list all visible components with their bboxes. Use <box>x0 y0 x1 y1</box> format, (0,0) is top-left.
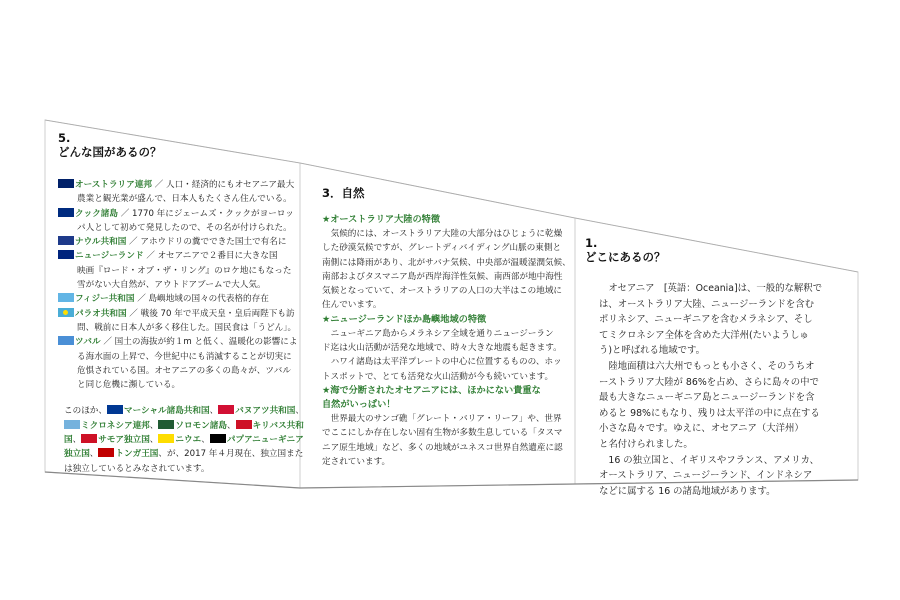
other-countries-text: 、が、2017 年４月現在、独立国また <box>158 449 304 460</box>
location-text-line: 小さな島々です。ゆえに、オセアニア（大洋州） <box>599 423 804 435</box>
column-countries <box>58 131 306 476</box>
column-nature <box>312 186 574 469</box>
other-countries-text: 、 <box>149 435 159 446</box>
country-entry <box>58 335 306 349</box>
country-name: トンガ王国 <box>115 449 159 460</box>
country-description: ／ オセアニアで２番目に大きな国 <box>143 251 278 262</box>
section-5-number: 5. <box>58 131 71 145</box>
country-name: 国 <box>64 435 73 446</box>
other-countries-text: 、 <box>226 420 236 431</box>
country-entry <box>58 249 306 263</box>
country-description: ／ 1770 年にジェームズ・クックがヨーロッ <box>117 208 294 219</box>
flag-icon <box>81 434 97 443</box>
country-description-cont: 雪がない大自然が、アウトドアブームで大人気。 <box>77 280 266 291</box>
country-name: ソロモン諸島 <box>175 420 227 431</box>
australia-feature-text <box>312 227 574 313</box>
country-description-cont: 映画『ロード・オブ・ザ・リング』のロケ地にもなった <box>77 265 292 276</box>
country-name: 独立国 <box>64 449 90 460</box>
flag-icon <box>236 420 252 429</box>
country-name: ナウル共和国 <box>75 237 127 248</box>
flag-icon <box>107 405 123 414</box>
country-name: クック諸島 <box>75 208 118 219</box>
other-countries-line <box>64 419 306 433</box>
location-text-line: ポリネシア、ニューギニアを含むメラネシア、そし <box>599 314 813 326</box>
flag-icon <box>64 420 80 429</box>
unique-nature-text <box>312 412 574 469</box>
country-entry <box>58 207 306 221</box>
text-line: 住んでいます。 <box>322 300 382 311</box>
country-name: キリバス共和 <box>252 420 304 431</box>
text-line: 自然がいっぱい！ <box>322 398 396 410</box>
text-line: ド迄は火山活動が活発な地域で、時々大きな地震も起きます。 <box>322 343 562 354</box>
country-description: ／ 人口・経済的にもオセアニア最大 <box>151 180 295 190</box>
location-text-line: は、オーストラリア大陸、ニュージーランドを含む <box>599 298 814 310</box>
other-countries-text: 、 <box>72 435 82 446</box>
section-1-number: 1. <box>585 236 598 250</box>
country-description-cont: パ人として初めて発見したので、その名が付けられた。 <box>77 222 292 233</box>
location-text-line: 16 の独立国と、イギリスやフランス、アメリカ、 <box>608 454 819 466</box>
location-text-line: と名付けられました。 <box>599 438 693 450</box>
other-countries-text: 、 <box>209 406 219 417</box>
flag-icon <box>58 236 74 245</box>
flag-icon <box>58 293 74 302</box>
location-text <box>585 281 855 499</box>
text-line: 気候的には、オーストラリア大陸の大部分はひじょうに乾燥 <box>330 229 563 239</box>
location-text-line: オーストラリア、ニュージーランド、インドネシア <box>599 470 813 482</box>
flag-icon <box>58 250 74 259</box>
country-name: ミクロネシア連邦 <box>81 420 150 431</box>
other-countries-text: 、 <box>201 435 210 446</box>
country-description: ／ 島嶼地域の国々の代表格的存在 <box>134 294 269 305</box>
country-description-cont: 問、戦前に日本人が多く移住した。国民食は「うどん」。 <box>77 322 297 333</box>
country-name: サモア独立国 <box>98 435 150 446</box>
other-countries-line <box>64 433 306 447</box>
text-line: ★海で分断されたオセアニアには、ほかにない貴重な <box>322 384 541 396</box>
islands-feature-title: ★ニュージーランドほか島嶼地域の特徴 <box>322 313 487 325</box>
country-description-cont: 危惧されている国。オセアニアの多くの島々が、ツバル <box>77 365 291 376</box>
flag-icon <box>58 179 74 188</box>
text-line: 南部およびタスマニア島が西岸海洋性気候、南西部が地中海性 <box>322 271 563 282</box>
flag-icon <box>58 308 74 317</box>
text-line: 気候となっていて、オーストラリアの人口の大半はこの地域に <box>322 286 563 297</box>
country-description: ／ 国土の海抜が約１m と低く、温暖化の影響によ <box>100 337 298 348</box>
other-countries <box>58 404 306 475</box>
country-description-cont: と同じ危機に瀕している。 <box>77 380 181 391</box>
country-name: パプアニューギニア <box>226 435 304 446</box>
other-countries-line <box>64 447 306 461</box>
country-description-cont: る海水面の上昇で、今世紀中にも消滅することが切実に <box>77 351 292 362</box>
location-text-line: 陸地面積は六大州でもっとも小さく、そのうちオ <box>608 360 815 372</box>
flag-icon <box>98 448 114 457</box>
text-line: ハワイ諸島は太平洋プレートの中心に位置するものの、ホッ <box>330 357 562 368</box>
other-countries-text: 、 <box>149 420 159 431</box>
country-description-cont: 農業と観光業が盛んで、日本人もたくさん住んでいる。 <box>77 194 292 205</box>
country-entry <box>58 235 306 249</box>
flag-icon <box>158 420 174 429</box>
country-entry <box>58 178 306 192</box>
section-3-heading: 3．自然 <box>322 186 365 200</box>
unique-nature-title <box>312 384 574 412</box>
column-location <box>585 236 855 499</box>
text-line: トスポットで、とても活発な火山活動が今も続いています。 <box>322 371 554 382</box>
text-line: ニューギニア島からメラネシア全域を通りニュージーラン <box>330 328 554 339</box>
text-line: 南側には降雨があり、北がサバナ気候、中央部が温暖湿潤気候、 <box>322 257 571 268</box>
country-description: ／ アホウドリの糞でできた国土で有名に <box>126 237 287 248</box>
flag-icon <box>210 434 226 443</box>
other-countries-text: 、 <box>295 406 304 417</box>
text-line: した砂漠気候ですが、グレートディバイディング山脈の東側と <box>322 243 562 254</box>
other-countries-line <box>64 404 306 418</box>
other-countries-text: このほか、 <box>64 406 107 417</box>
country-name: バヌアツ共和国 <box>235 406 296 417</box>
text-line: ニア原生地域」など、多くの地域がユネスコ世界自然遺産に認 <box>322 442 563 453</box>
section-1-heading: どこにあるの？ <box>585 250 666 264</box>
section-5-heading: どんな国があるの？ <box>58 145 162 159</box>
country-list <box>58 178 306 392</box>
country-entry <box>58 307 306 321</box>
country-name: フィジー共和国 <box>75 294 135 305</box>
country-description: ／ 戦後 70 年で平成天皇・皇后両陛下も訪 <box>126 308 295 319</box>
australia-feature-title: ★オーストラリア大陸の特徴 <box>322 214 441 225</box>
other-countries-text: 、 <box>89 449 99 460</box>
country-entry <box>58 292 306 306</box>
flag-icon <box>58 336 74 345</box>
flag-icon <box>58 208 74 217</box>
text-line: でここにしか存在しない固有生物が多数生息している「タスマ <box>322 428 563 439</box>
location-text-line: などに属する 16 の諸島地域があります。 <box>599 485 776 497</box>
country-name: オーストラリア連邦 <box>75 180 152 190</box>
flag-icon <box>218 405 234 414</box>
text-line: 世界最大のサンゴ礁「グレート・バリア・リーフ」や、世界 <box>330 413 562 424</box>
islands-feature-text <box>312 327 574 384</box>
country-name: マーシャル諸島共和国 <box>123 406 210 417</box>
location-text-line: ーストラリア大陸が 86%を占め、さらに島々の中で <box>599 376 819 388</box>
location-text-line: めると 98%にもなり、残りは太平洋の中に点在する <box>599 407 820 419</box>
other-countries-line <box>64 462 306 476</box>
location-text-line: てミクロネシア全体を含めた大洋州(たいようしゅ <box>599 329 809 341</box>
flag-icon <box>158 434 174 443</box>
location-text-line: オセアニア [英語：Oceania]は、一般的な解釈で <box>608 283 823 294</box>
location-text-line: 最も大きなニューギニア島とニュージーランドを含 <box>599 392 815 404</box>
location-text-line: う)と呼ばれる地域です。 <box>599 345 706 357</box>
country-name: ツバル <box>75 337 101 348</box>
other-countries-text: は独立しているとみなされています。 <box>64 463 210 474</box>
country-name: ニュージーランド <box>75 251 144 262</box>
text-line: 定されています。 <box>322 456 391 467</box>
country-name: パラオ共和国 <box>75 308 127 319</box>
country-name: ニウエ <box>175 435 202 446</box>
